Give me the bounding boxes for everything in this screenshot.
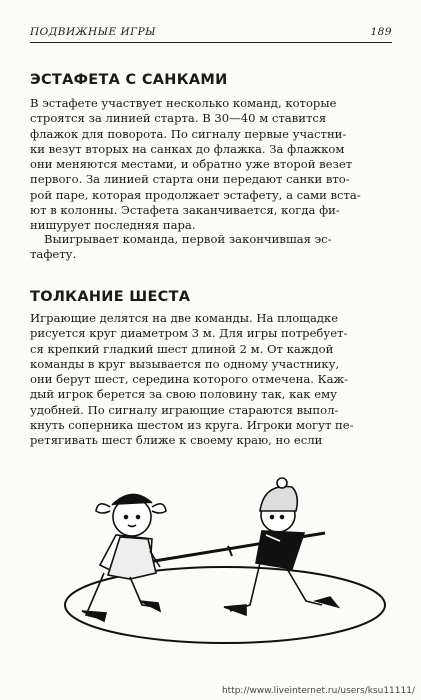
text-line: ки везут вторых на санках до флажка. За флажком [30,141,345,156]
text-line: Играющие делятся на две команды. На площадке [30,311,339,325]
sled-relay-winner-paragraph [30,232,392,263]
text-line: дый игрок берется за свою половину так, как ему [30,387,337,402]
text-line: В эстафете участвует несколько команд, которые [30,96,337,110]
text-line: ют в колонны. Эстафета заканчивается, когда фи- [30,203,340,218]
page-number: 189 [370,26,392,38]
text-line: они меняются местами, и обратно уже второй везет [30,157,353,172]
text-line: команды в круг вызывается по одному участнику, [30,356,340,371]
text-line: ретягивать шест ближе к своему краю, но если [30,433,323,448]
text-line: флажок для поворота. По сигналу первые участни- [30,126,347,141]
pole-push-paragraph [30,311,392,449]
section-heading-pole-push: ТОЛКАНИЕ ШЕСТА [30,289,191,305]
watermark-url: http://www.liveinternet.ru/users/ksu11111/ [221,686,415,696]
chapter-title: ПОДВИЖНЫЕ ИГРЫ [30,26,156,38]
section-heading-sled-relay: ЭСТАФЕТА С САНКАМИ [30,72,228,88]
text-line: строятся за линией старта. В 30—40 м ставится [30,111,327,126]
text-line: рой паре, которая продолжает эстафету, а сами вста- [30,187,361,202]
running-header [30,22,392,43]
left-player-figure [82,494,166,621]
pole-push-illustration [60,455,390,655]
text-line: нишурует последняя пара. [30,218,196,233]
text-line: тафету. [30,247,77,262]
text-line: ся крепкий гладкий шест длиной 2 м. От каждой [30,341,334,356]
text-line: они берут шест, середина которого отмечена. Каж- [30,372,349,387]
text-line: рисуется круг диаметром 3 м. Для игры потребует- [30,326,348,341]
text-line: первого. За линией старта они передают санки вто- [30,172,350,187]
text-line: удобней. По сигналу играющие стараются выпол- [30,402,339,417]
text-line: Выигрывает команда, первой закончившая эс- [44,232,332,246]
text-line: кнуть соперника шестом из круга. Игроки могут пе- [30,418,354,433]
sled-relay-paragraph [30,96,392,234]
